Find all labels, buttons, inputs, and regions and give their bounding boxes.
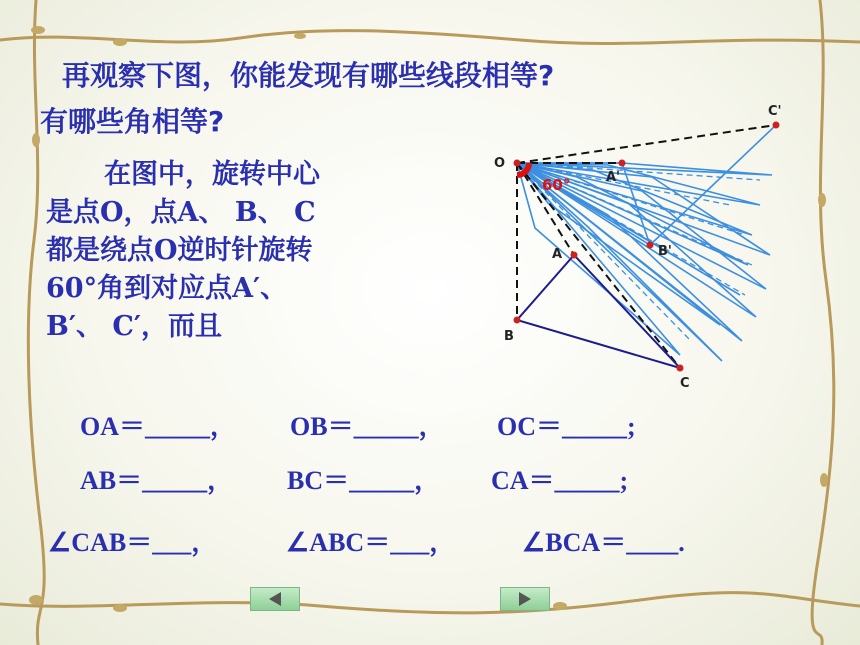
description-line-5: B′、 C′，而且: [46, 311, 222, 342]
angle-label: 60°: [542, 176, 571, 194]
equation-ca: CA＝_____;: [491, 466, 629, 495]
label-c: C: [680, 376, 690, 391]
label-b-prime: B': [658, 244, 672, 259]
equation-ob: OB＝_____，: [290, 412, 445, 441]
triangle-right-icon: [519, 592, 531, 606]
next-button[interactable]: [500, 587, 550, 611]
rotation-trails: [517, 125, 776, 361]
description-line-4: 60°角到对应点A′、: [46, 273, 288, 304]
equation-oa: OA＝_____，: [80, 412, 237, 441]
description-line-1: 在图中，旋转中心: [104, 159, 320, 190]
rotation-figure: [490, 95, 810, 395]
description-paragraph: [46, 156, 436, 346]
equation-oc: OC＝_____;: [497, 412, 636, 441]
question-line-2: 有哪些角相等?: [40, 105, 225, 138]
triangle-left-icon: [269, 592, 281, 606]
equation-angle-bca: ∠BCA＝____.: [522, 528, 685, 557]
equation-angle-cab: ∠CAB＝___，: [48, 528, 218, 557]
label-a-prime: A': [606, 170, 621, 185]
equation-angle-abc: ∠ABC＝___，: [286, 528, 456, 557]
question-line-1: 再观察下图，你能发现有哪些线段相等?: [62, 59, 555, 92]
equation-bc: BC＝_____，: [287, 466, 441, 495]
description-line-3: 都是绕点O逆时针旋转: [46, 235, 313, 266]
label-o: O: [494, 156, 506, 171]
label-a: A: [552, 247, 563, 262]
label-b: B: [504, 329, 514, 344]
description-line-2: 是点O，点A、 B、 C: [46, 197, 316, 228]
equation-ab: AB＝_____，: [80, 466, 234, 495]
label-c-prime: C': [768, 104, 782, 119]
previous-button[interactable]: [250, 587, 300, 611]
